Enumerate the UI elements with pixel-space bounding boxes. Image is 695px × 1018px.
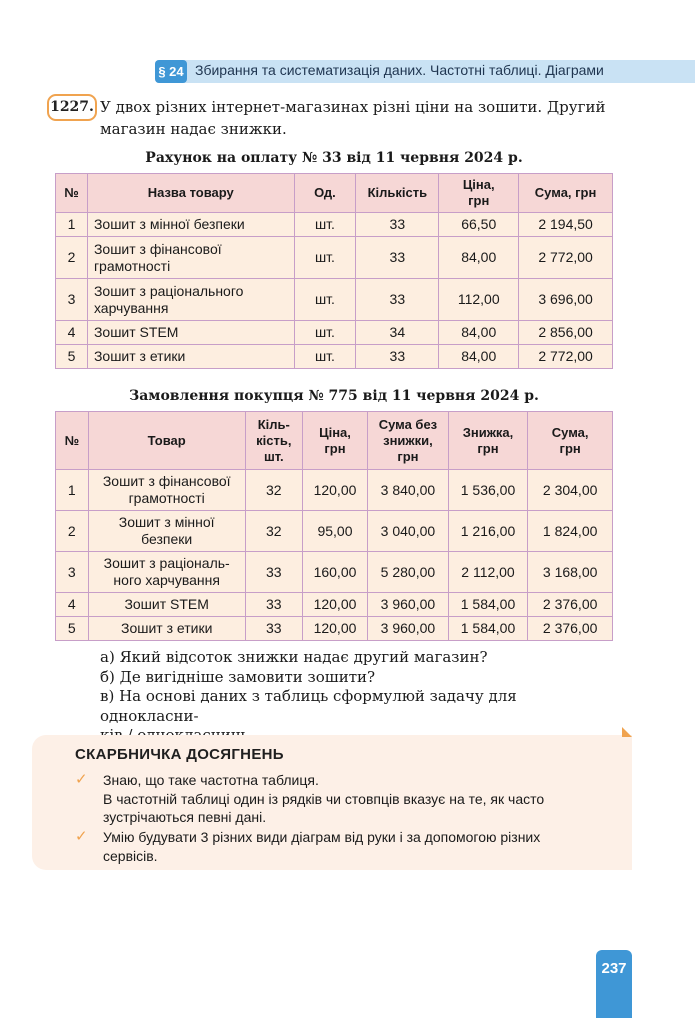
question-c: в) На основі даних з таблиць сформулюй задачу для однокласни- — [100, 687, 517, 725]
cell-qty: 34 — [356, 321, 439, 345]
achievements-title: СКАРБНИЧКА ДОСЯГНЕНЬ — [75, 746, 284, 763]
cell-sum: 2 194,50 — [519, 213, 613, 237]
col-header: Ціна, грн — [302, 412, 367, 470]
table-row — [56, 237, 613, 279]
cell-name-line: харчування — [93, 299, 169, 316]
cell-nodisc: 3 840,00 — [368, 470, 449, 511]
cell-qty: 33 — [356, 345, 439, 369]
achievement-line: сервісів. — [103, 847, 158, 864]
cell-name-line: Зошит з етики — [93, 348, 186, 364]
cell-number: 1 — [56, 470, 89, 511]
col-header: Кіль- кість, шт. — [245, 412, 302, 470]
task-text-line: У двох різних інтернет-магазинах різні ціни на зошити. Другий — [100, 98, 606, 116]
task-questions — [100, 648, 620, 746]
task-text — [100, 96, 620, 140]
achievement-line: В частотній таблиці один із рядків чи стовпців вказує на те, як часто — [103, 790, 545, 807]
cell-qty: 32 — [245, 470, 302, 511]
cell-sum: 2 376,00 — [528, 617, 613, 641]
cell-item: Зошит з мінної безпеки — [88, 511, 245, 552]
cell-unit: шт. — [294, 321, 356, 345]
achievement-line: зустрічаються певні дані. — [103, 809, 267, 825]
col-header: Сума без знижки, грн — [368, 412, 449, 470]
section-badge: § 24 — [155, 60, 187, 83]
col-header: Кількість — [356, 174, 439, 213]
cell-name-line: Зошит з мінної безпеки — [93, 216, 245, 232]
cell-sum: 1 824,00 — [528, 511, 613, 552]
col-header: Товар — [88, 412, 245, 470]
achievement-item — [103, 771, 613, 827]
cell-disc: 1 216,00 — [448, 511, 528, 552]
question-b: б) Де вигідніше замовити зошити? — [100, 667, 376, 686]
table-row — [56, 552, 613, 593]
col-header: Знижка, грн — [448, 412, 528, 470]
cell-unit: шт. — [294, 345, 356, 369]
col-header: № — [56, 174, 88, 213]
achievement-item — [103, 828, 613, 865]
table-row — [56, 593, 613, 617]
cell-nodisc: 3 960,00 — [368, 593, 449, 617]
invoice-caption: Рахунок на оплату № 33 від 11 червня 2024 р. — [145, 150, 523, 166]
cell-nodisc: 3 960,00 — [368, 617, 449, 641]
cell-number: 4 — [56, 593, 89, 617]
table-row — [56, 279, 613, 321]
cell-name — [87, 237, 294, 279]
task-text-line: магазин надає знижки. — [100, 120, 287, 138]
cell-item: Зошит STEM — [88, 593, 245, 617]
cell-name — [87, 213, 294, 237]
col-header — [439, 174, 519, 213]
table-header-row — [56, 174, 613, 213]
cell-name-line: Зошит з раціонального — [93, 282, 244, 299]
col-header: Назва товару — [87, 174, 294, 213]
cell-sum: 3 696,00 — [519, 279, 613, 321]
table-row — [56, 470, 613, 511]
table-row — [56, 511, 613, 552]
order-caption: Замовлення покупця № 775 від 11 червня 2024 р. — [129, 388, 539, 404]
cell-price: 95,00 — [302, 511, 367, 552]
achievement-line: Знаю, що таке частотна таблиця. — [103, 772, 319, 788]
cell-number: 3 — [56, 279, 88, 321]
cell-number: 1 — [56, 213, 88, 237]
cell-unit: шт. — [294, 279, 356, 321]
corner-triangle-icon — [622, 727, 632, 737]
order-table — [55, 411, 613, 641]
cell-sum: 3 168,00 — [528, 552, 613, 593]
col-header: № — [56, 412, 89, 470]
cell-name — [87, 321, 294, 345]
cell-item: Зошит з етики — [88, 617, 245, 641]
checkmark-icon: ✓ — [75, 771, 88, 788]
cell-nodisc: 5 280,00 — [368, 552, 449, 593]
cell-item: Зошит з раціональ- ного харчування — [88, 552, 245, 593]
table-row — [56, 617, 613, 641]
cell-number: 2 — [56, 237, 88, 279]
cell-sum: 2 376,00 — [528, 593, 613, 617]
cell-qty: 33 — [356, 213, 439, 237]
cell-price: 120,00 — [302, 617, 367, 641]
cell-price: 160,00 — [302, 552, 367, 593]
cell-price: 120,00 — [302, 470, 367, 511]
cell-disc: 1 536,00 — [448, 470, 528, 511]
table-row — [56, 213, 613, 237]
cell-disc: 1 584,00 — [448, 593, 528, 617]
question-a: а) Який відсоток знижки надає другий магазин? — [100, 648, 488, 666]
table-header-row — [56, 412, 613, 470]
cell-name — [87, 345, 294, 369]
cell-unit: шт. — [294, 237, 356, 279]
col-header-line: грн — [468, 193, 490, 208]
cell-name-line: Зошит STEM — [93, 324, 179, 340]
cell-price: 84,00 — [439, 321, 519, 345]
cell-qty: 33 — [245, 593, 302, 617]
cell-sum: 2 772,00 — [519, 345, 613, 369]
cell-item: Зошит з фінансової грамотності — [88, 470, 245, 511]
col-header: Од. — [294, 174, 356, 213]
cell-name — [87, 279, 294, 321]
section-title: Збирання та систематизація даних. Частотні таблиці. Діаграми — [195, 62, 604, 78]
cell-number: 3 — [56, 552, 89, 593]
col-header-line: Ціна, — [462, 177, 495, 192]
invoice-table — [55, 173, 613, 369]
col-header: Сума, грн — [528, 412, 613, 470]
cell-qty: 33 — [245, 617, 302, 641]
col-header: Сума, грн — [519, 174, 613, 213]
page-number: 237 — [601, 960, 627, 977]
cell-number: 2 — [56, 511, 89, 552]
task-number: 1227. — [47, 94, 97, 121]
table-row — [56, 345, 613, 369]
cell-number: 5 — [56, 617, 89, 641]
cell-unit: шт. — [294, 213, 356, 237]
cell-number: 5 — [56, 345, 88, 369]
cell-number: 4 — [56, 321, 88, 345]
cell-disc: 2 112,00 — [448, 552, 528, 593]
cell-qty: 33 — [356, 237, 439, 279]
achievement-line: Умію будувати 3 різних види діаграм від руки і за допомогою різних — [103, 829, 541, 845]
cell-price: 120,00 — [302, 593, 367, 617]
cell-price: 84,00 — [439, 237, 519, 279]
cell-name-line: Зошит з фінансової — [93, 240, 222, 257]
checkmark-icon: ✓ — [75, 828, 88, 845]
cell-nodisc: 3 040,00 — [368, 511, 449, 552]
table-row — [56, 321, 613, 345]
cell-name-line: грамотності — [93, 257, 171, 274]
cell-disc: 1 584,00 — [448, 617, 528, 641]
cell-qty: 32 — [245, 511, 302, 552]
cell-sum: 2 856,00 — [519, 321, 613, 345]
cell-sum: 2 772,00 — [519, 237, 613, 279]
cell-price: 84,00 — [439, 345, 519, 369]
cell-qty: 33 — [356, 279, 439, 321]
cell-sum: 2 304,00 — [528, 470, 613, 511]
cell-price: 66,50 — [439, 213, 519, 237]
cell-qty: 33 — [245, 552, 302, 593]
cell-price: 112,00 — [439, 279, 519, 321]
